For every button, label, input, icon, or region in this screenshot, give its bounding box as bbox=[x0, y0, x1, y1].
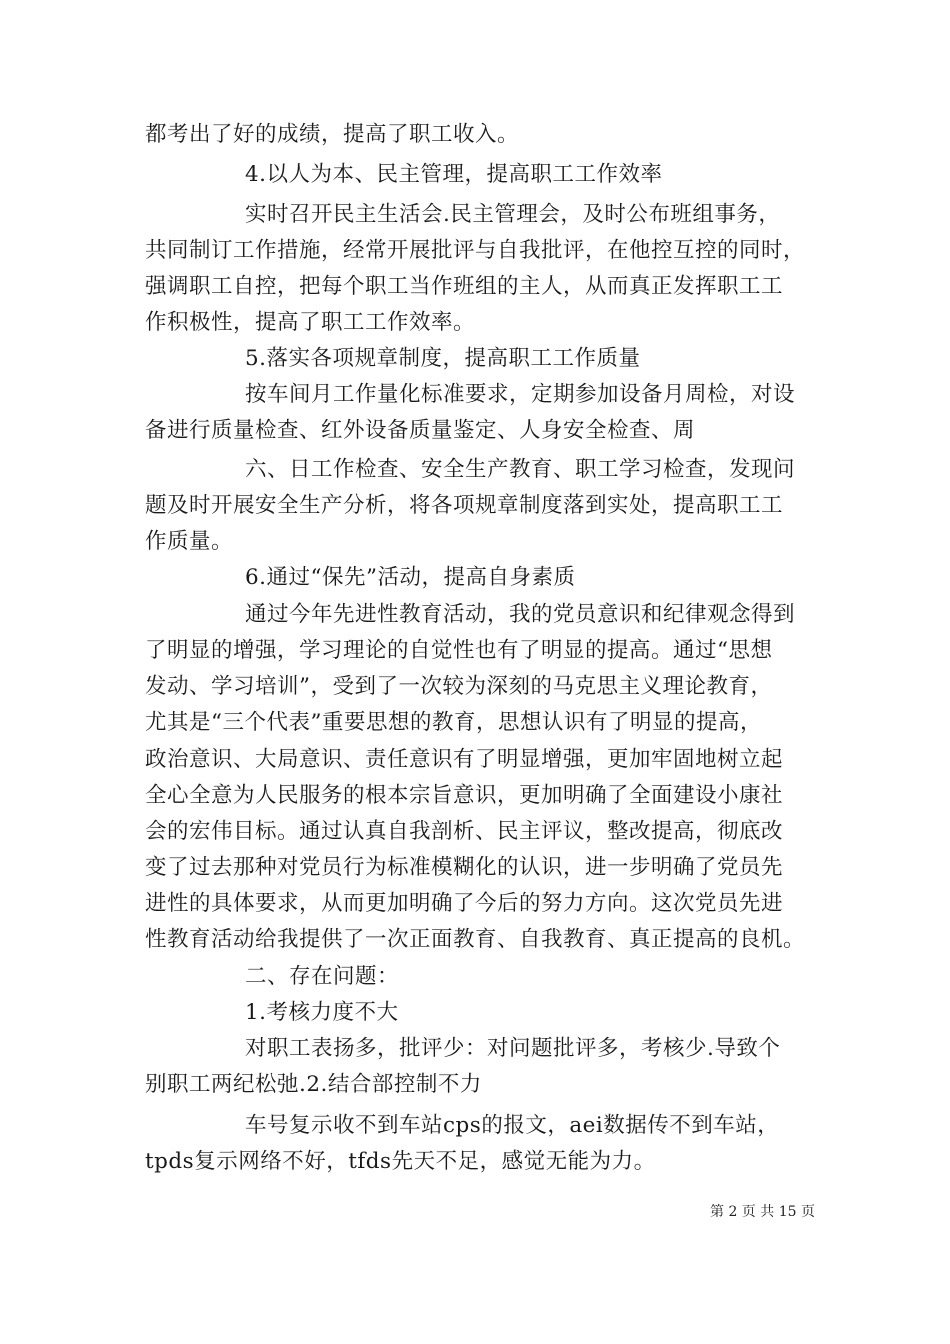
body-line: 备进行质量检查、红外设备质量鉴定、人身安全检查、周 bbox=[145, 418, 696, 443]
body-line: 六、日工作检查、安全生产教育、职工学习检查，发现问 bbox=[245, 457, 796, 482]
page-number: 第 2 页 共 15 页 bbox=[710, 1204, 815, 1220]
body-line: 发动、学习培训”，受到了一次较为深刻的马克思主义理论教育， bbox=[145, 674, 773, 699]
body-line: 通过今年先进性教育活动，我的党员意识和纪律观念得到 bbox=[245, 602, 796, 627]
body-line: 车号复示收不到车站cps的报文，aei数据传不到车站， bbox=[245, 1113, 780, 1138]
body-line: 强调职工自控，把每个职工当作班组的主人，从而真正发挥职工工 bbox=[145, 274, 784, 299]
section-heading: 6.通过“保先”活动，提高自身素质 bbox=[245, 565, 576, 590]
section-heading: 5.落实各项规章制度，提高职工工作质量 bbox=[245, 346, 641, 371]
body-line: 作质量。 bbox=[145, 529, 234, 554]
body-line: 进性的具体要求，从而更加明确了今后的努力方向。这次党员先进 bbox=[145, 891, 784, 916]
body-line: 会的宏伟目标。通过认真自我剖析、民主评议，整改提高，彻底改 bbox=[145, 819, 784, 844]
body-line: 实时召开民主生活会.民主管理会，及时公布班组事务， bbox=[245, 202, 781, 227]
body-line: 性教育活动给我提供了一次正面教育、自我教育、真正提高的良机。 bbox=[145, 927, 806, 952]
body-line: 都考出了好的成绩，提高了职工收入。 bbox=[145, 122, 520, 147]
body-line: 题及时开展安全生产分析，将各项规章制度落到实处，提高职工工 bbox=[145, 493, 784, 518]
body-line: 作积极性，提高了职工工作效率。 bbox=[145, 310, 476, 335]
body-line: 别职工两纪松弛.2.结合部控制不力 bbox=[145, 1072, 482, 1097]
body-line: 按车间月工作量化标准要求，定期参加设备月周检，对设 bbox=[245, 382, 796, 407]
body-line: 政治意识、大局意识、责任意识有了明显增强，更加牢固地树立起 bbox=[145, 747, 784, 772]
section-heading: 1.考核力度不大 bbox=[245, 1000, 399, 1025]
body-line: 全心全意为人民服务的根本宗旨意识，更加明确了全面建设小康社 bbox=[145, 783, 784, 808]
body-line: 对职工表扬多，批评少：对问题批评多，考核少.导致个 bbox=[245, 1036, 781, 1061]
body-line: 了明显的增强，学习理论的自觉性也有了明显的提高。通过“思想 bbox=[145, 638, 773, 663]
body-line: 尤其是“三个代表”重要思想的教育，思想认识有了明显的提高， bbox=[145, 710, 762, 735]
section-heading: 二、存在问题： bbox=[245, 964, 400, 989]
body-line: 变了过去那种对党员行为标准模糊化的认识，进一步明确了党员先 bbox=[145, 855, 784, 880]
section-heading: 4.以人为本、民主管理，提高职工工作效率 bbox=[245, 162, 663, 187]
body-line: 共同制订工作措施，经常开展批评与自我批评，在他控互控的同时， bbox=[145, 238, 806, 263]
body-line: tpds复示网络不好，tfds先天不足，感觉无能为力。 bbox=[145, 1149, 656, 1174]
